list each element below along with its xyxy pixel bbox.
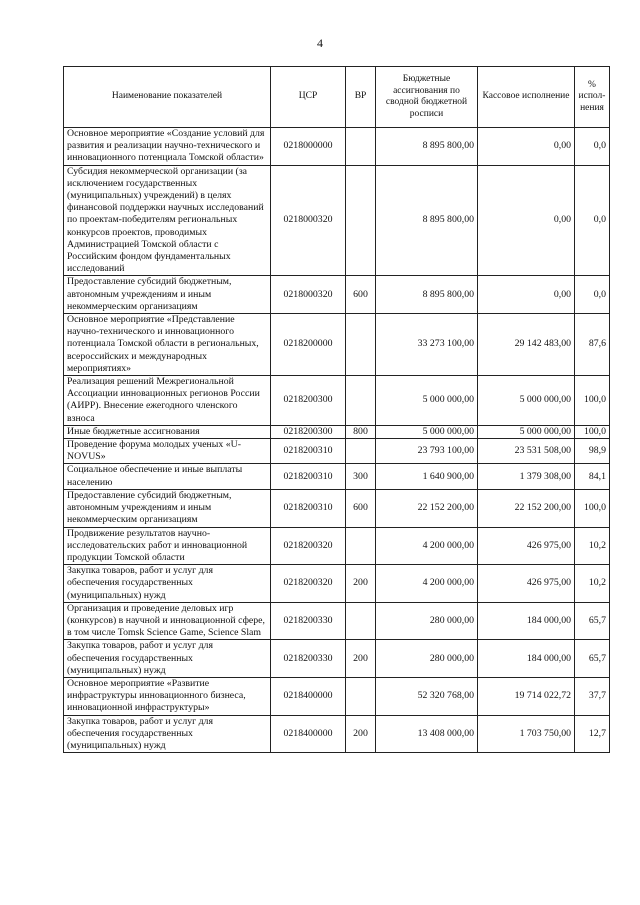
table-row xyxy=(64,602,610,640)
header-percent: % испол-нения xyxy=(575,67,610,128)
cell-csr: 0218200000 xyxy=(271,314,346,376)
table-row xyxy=(64,276,610,314)
cell-percent: 98,9 xyxy=(575,439,610,464)
cell-name: Реализация решений Межрегиональной Ассоциации инновационных регионов России (АИРР). Внесение ежегодного членского взноса xyxy=(64,376,271,426)
table-row xyxy=(64,640,610,678)
cell-cash: 22 152 200,00 xyxy=(478,489,575,527)
cell-vr xyxy=(346,677,376,715)
cell-cash: 184 000,00 xyxy=(478,602,575,640)
cell-csr: 0218200300 xyxy=(271,376,346,426)
cell-name: Социальное обеспечение и иные выплаты населению xyxy=(64,464,271,489)
cell-percent: 84,1 xyxy=(575,464,610,489)
table-row xyxy=(64,677,610,715)
cell-csr: 0218400000 xyxy=(271,677,346,715)
budget-execution-table xyxy=(63,66,610,753)
cell-name: Основное мероприятие «Представление научно-технического и инновационного потенциала Томской области в региональных, всероссийских и международных мероприятиях» xyxy=(64,314,271,376)
cell-csr: 0218200310 xyxy=(271,489,346,527)
table-row xyxy=(64,376,610,426)
header-cash: Кассовое исполнение xyxy=(478,67,575,128)
cell-cash: 1 379 308,00 xyxy=(478,464,575,489)
cell-percent: 12,7 xyxy=(575,715,610,753)
cell-name: Организация и проведение деловых игр (конкурсов) в научной и инновационной сфере, в том числе Tomsk Science Game, Science Slam xyxy=(64,602,271,640)
cell-csr: 0218000000 xyxy=(271,128,346,166)
table-body xyxy=(64,128,610,753)
cell-assignments: 4 200 000,00 xyxy=(376,565,478,603)
header-vr: ВР xyxy=(346,67,376,128)
cell-cash: 23 531 508,00 xyxy=(478,439,575,464)
cell-name: Субсидия некоммерческой организации (за исключением государственных (муниципальных) учреждений) в целях финансовой поддержки научных исследований по проектам-победителям региональных конкурсов проектов, проводимых Администрацией Томской области с Российским фондом фундаментальных исследований xyxy=(64,165,271,276)
cell-csr: 0218000320 xyxy=(271,276,346,314)
cell-assignments: 280 000,00 xyxy=(376,640,478,678)
cell-assignments: 8 895 800,00 xyxy=(376,165,478,276)
cell-percent: 10,2 xyxy=(575,527,610,565)
cell-percent: 0,0 xyxy=(575,165,610,276)
cell-vr: 600 xyxy=(346,276,376,314)
cell-assignments: 8 895 800,00 xyxy=(376,128,478,166)
cell-percent: 100,0 xyxy=(575,425,610,438)
cell-name: Предоставление субсидий бюджетным, автономным учреждениям и иным некоммерческим организациям xyxy=(64,489,271,527)
cell-assignments: 13 408 000,00 xyxy=(376,715,478,753)
cell-assignments: 8 895 800,00 xyxy=(376,276,478,314)
cell-csr: 0218000320 xyxy=(271,165,346,276)
cell-percent: 37,7 xyxy=(575,677,610,715)
cell-csr: 0218200320 xyxy=(271,527,346,565)
cell-name: Основное мероприятие «Создание условий для развития и реализации научно-технического и инновационного потенциала Томской области» xyxy=(64,128,271,166)
cell-cash: 1 703 750,00 xyxy=(478,715,575,753)
cell-assignments: 280 000,00 xyxy=(376,602,478,640)
table-row xyxy=(64,527,610,565)
cell-percent: 65,7 xyxy=(575,640,610,678)
cell-cash: 19 714 022,72 xyxy=(478,677,575,715)
table-header-row xyxy=(64,67,610,128)
cell-cash: 184 000,00 xyxy=(478,640,575,678)
cell-csr: 0218200330 xyxy=(271,640,346,678)
cell-assignments: 33 273 100,00 xyxy=(376,314,478,376)
cell-cash: 426 975,00 xyxy=(478,527,575,565)
cell-name: Закупка товаров, работ и услуг для обеспечения государственных (муниципальных) нужд xyxy=(64,565,271,603)
table-row xyxy=(64,314,610,376)
cell-assignments: 5 000 000,00 xyxy=(376,425,478,438)
cell-name: Проведение форума молодых ученых «U-NOVUS» xyxy=(64,439,271,464)
cell-assignments: 1 640 900,00 xyxy=(376,464,478,489)
cell-vr: 200 xyxy=(346,640,376,678)
cell-percent: 100,0 xyxy=(575,376,610,426)
cell-vr xyxy=(346,314,376,376)
cell-assignments: 22 152 200,00 xyxy=(376,489,478,527)
header-assignments: Бюджетные ассигнования по сводной бюджетной росписи xyxy=(376,67,478,128)
cell-name: Предоставление субсидий бюджетным, автономным учреждениям и иным некоммерческим организациям xyxy=(64,276,271,314)
cell-cash: 0,00 xyxy=(478,128,575,166)
cell-vr xyxy=(346,602,376,640)
table-row xyxy=(64,425,610,438)
cell-vr xyxy=(346,165,376,276)
cell-csr: 0218200330 xyxy=(271,602,346,640)
table-row xyxy=(64,715,610,753)
header-csr: ЦСР xyxy=(271,67,346,128)
table-row xyxy=(64,464,610,489)
cell-assignments: 4 200 000,00 xyxy=(376,527,478,565)
table-row xyxy=(64,565,610,603)
cell-cash: 29 142 483,00 xyxy=(478,314,575,376)
cell-vr: 600 xyxy=(346,489,376,527)
cell-cash: 0,00 xyxy=(478,165,575,276)
cell-name: Закупка товаров, работ и услуг для обеспечения государственных (муниципальных) нужд xyxy=(64,640,271,678)
cell-csr: 0218200300 xyxy=(271,425,346,438)
cell-assignments: 5 000 000,00 xyxy=(376,376,478,426)
cell-percent: 87,6 xyxy=(575,314,610,376)
cell-cash: 5 000 000,00 xyxy=(478,376,575,426)
table-row xyxy=(64,439,610,464)
cell-name: Основное мероприятие «Развитие инфраструктуры инновационного бизнеса, инновационной инфраструктуры» xyxy=(64,677,271,715)
cell-vr: 200 xyxy=(346,565,376,603)
cell-cash: 5 000 000,00 xyxy=(478,425,575,438)
table-row xyxy=(64,489,610,527)
cell-assignments: 23 793 100,00 xyxy=(376,439,478,464)
cell-percent: 10,2 xyxy=(575,565,610,603)
cell-vr xyxy=(346,376,376,426)
table-row xyxy=(64,128,610,166)
cell-cash: 0,00 xyxy=(478,276,575,314)
cell-percent: 0,0 xyxy=(575,128,610,166)
cell-vr xyxy=(346,439,376,464)
cell-csr: 0218200310 xyxy=(271,439,346,464)
cell-percent: 65,7 xyxy=(575,602,610,640)
cell-csr: 0218400000 xyxy=(271,715,346,753)
cell-assignments: 52 320 768,00 xyxy=(376,677,478,715)
cell-name: Иные бюджетные ассигнования xyxy=(64,425,271,438)
cell-cash: 426 975,00 xyxy=(478,565,575,603)
cell-csr: 0218200310 xyxy=(271,464,346,489)
cell-name: Закупка товаров, работ и услуг для обеспечения государственных (муниципальных) нужд xyxy=(64,715,271,753)
page-number: 4 xyxy=(317,36,323,50)
cell-percent: 0,0 xyxy=(575,276,610,314)
header-name: Наименование показателей xyxy=(64,67,271,128)
cell-vr xyxy=(346,128,376,166)
cell-vr: 800 xyxy=(346,425,376,438)
cell-vr: 200 xyxy=(346,715,376,753)
table-row xyxy=(64,165,610,276)
cell-percent: 100,0 xyxy=(575,489,610,527)
cell-vr: 300 xyxy=(346,464,376,489)
cell-csr: 0218200320 xyxy=(271,565,346,603)
cell-name: Продвижение результатов научно-исследовательских работ и инновационной продукции Томской области xyxy=(64,527,271,565)
cell-vr xyxy=(346,527,376,565)
